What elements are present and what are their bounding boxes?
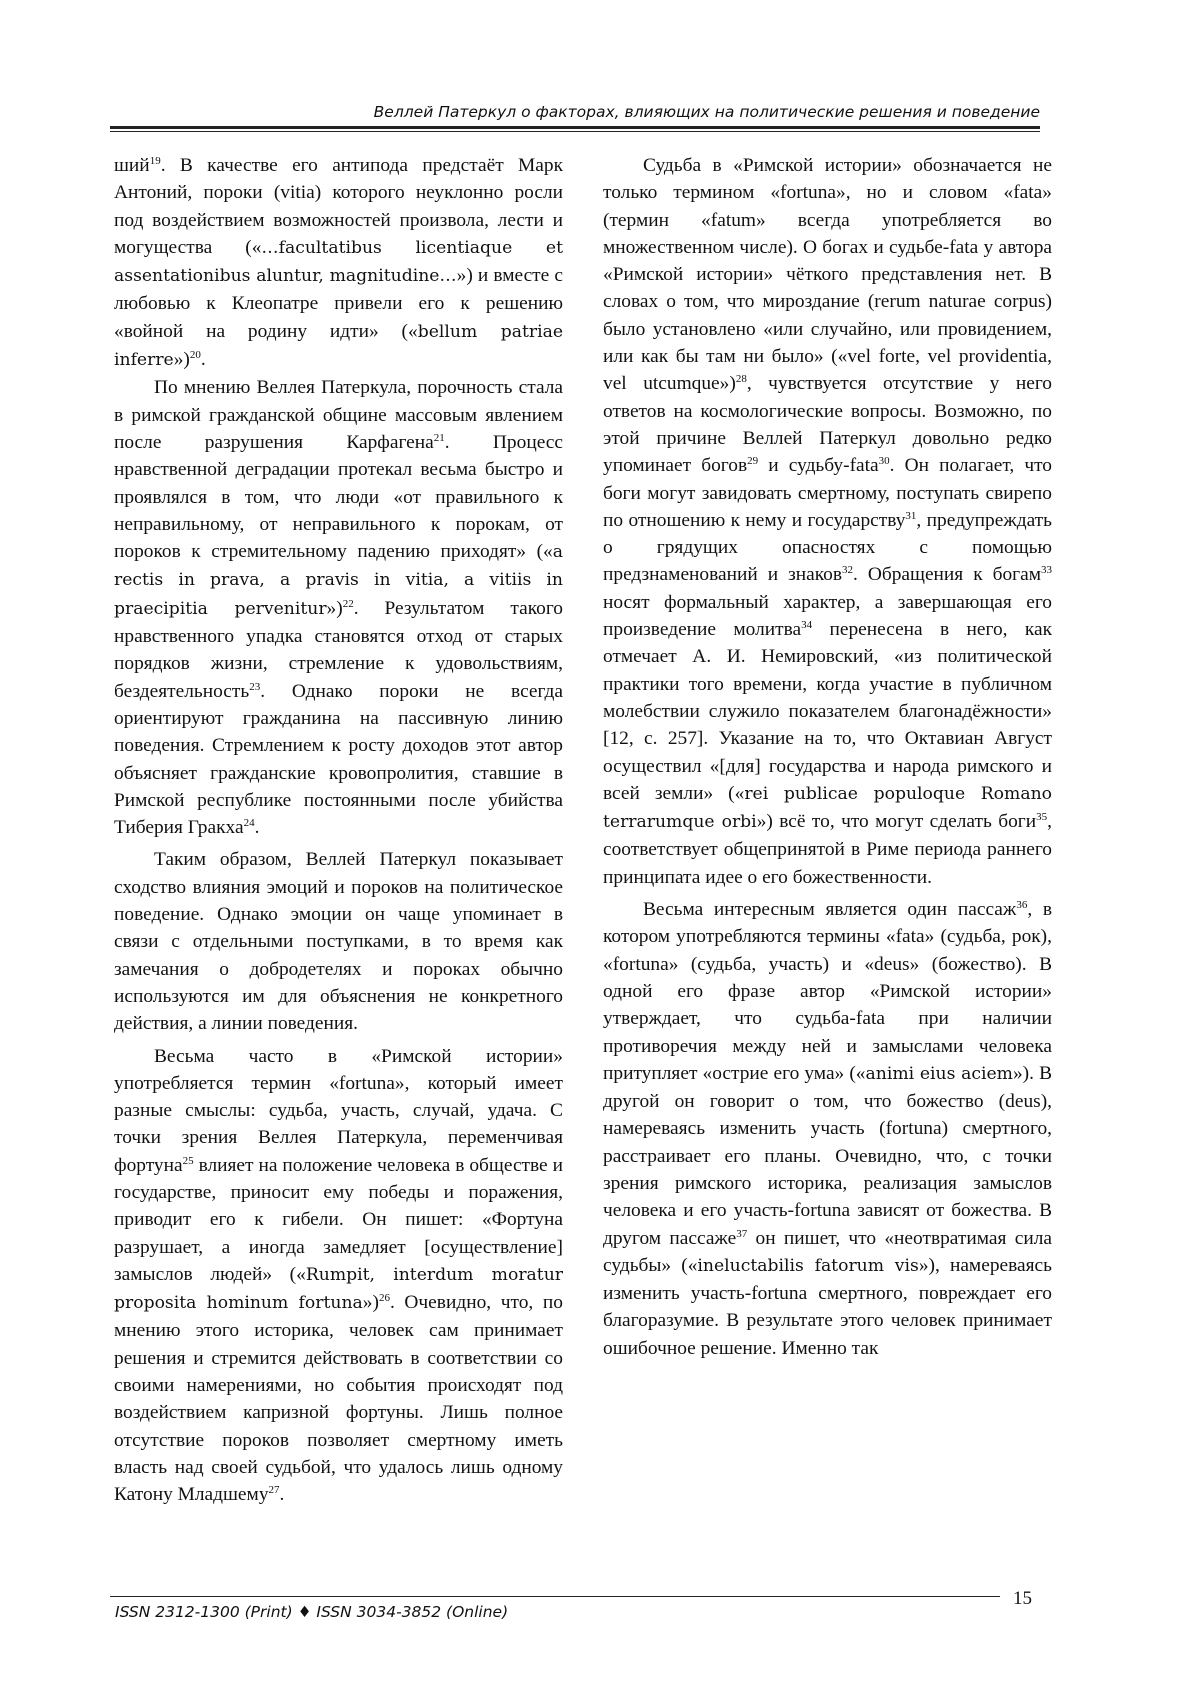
footnote-ref[interactable]: 33 [1040,564,1052,577]
footnote-ref[interactable]: 22 [342,597,354,610]
footnote-ref[interactable]: 28 [735,373,747,386]
footnote-ref[interactable]: 19 [149,155,161,167]
footnote-ref[interactable]: 37 [736,1227,748,1240]
paragraph-depravity: По мнению Веллея Патеркула, порочность стала в римской гражданской общине массовым явлением после разрушения Карфагена$^{21}$. Процесс нравственной деградации протекал весьма быстро и проявлялся в том, что люди «от правильного к неправильному, от неправильного к порокам, от пороков к стремительному падению приходят» («a rectis in prava, a pravis in vitia, a vitiis in praecipitia pervenitur»)$^{22}$. Результатом такого нравственного упадка становятся отход от старых порядков жизни, стремление к удовольствиям, бездеятельность$^{23}$. Однако пороки не всегда ориентируют гражданина на пассивную линию поведения. Стремлением к росту доходов этот автор объясняет гражданские кровопролития, ставшие в Римской республике постоянными после убийства Тиберия Гракха$^{24}$. [114,377,563,839]
footnote-ref[interactable]: 27 [268,1484,280,1497]
footnote-ref[interactable]: 34 [801,619,813,632]
page-number: 15 [1013,1588,1032,1609]
footnote-ref[interactable]: 21 [433,431,445,444]
paragraph-passage: Весьма интересным является один пассаж$^{36}$, в котором употребляются термины «fata» (судьба, рок), «fortuna» (судьба, участь) и «deus» (божество). В одной его фразе автор «Римской истории» утверждает, что судьба-fata при наличии противоречия между ней и замыслами человека притупляет «острие его ума» («animi eius aciem»). В другой он говорит о том, что божество (deus), намереваясь изменить участь (fortuna) смертного, расстраивает его планы. Очевидно, что, с точки зрения римского историка, реализация замыслов человека и его участь-fortuna зависят от божества. В другом пассаже$^{37}$ он пишет, что «неотвратимая сила судьбы» («ineluctabilis fatorum vis»), намереваясь изменить участь-fortuna смертного, повреждает его благоразумие. В результате этого человек принимает ошибочное решение. Именно так [603,899,1053,1359]
running-title: Веллей Патеркул о факторах, влияющих на политические решения и поведение [373,103,1040,121]
paragraph-conclusion: Таким образом, Веллей Патеркул показывает сходство влияния эмоций и пороков на политическое поведение. Однако эмоции он чаще упоминает в связи с отдельными поступками, в то время как замечания о добродетелях и пороках обычно используются им для объяснения не конкретного действия, а линии поведения. [114,849,563,1035]
paragraph-fata: Судьба в «Римской истории» обозначается не только термином «fortuna», но и словом «fata» (термин «fatum» всегда употребляется во множественном числе). О богах и судьбе-fata у автора «Римской истории» чёткого представления нет. В словах о том, что мироздание (rerum naturae corpus) было установлено «или случайно, или провидением, или как бы там ни было» («vel forte, vel providentia, vel utcumque»)$^{28}$, чувствуется отсутствие у него ответов на космологические вопросы. Возможно, по этой причине Веллей Патеркул довольно редко упоминает богов$^{29}$ и судьбу-fata$^{30}$. Он полагает, что боги могут завидовать смертному, поступать свирепо по отношению к нему и государству$^{31}$, предупреждать о грядущих опасностях с помощью предзнаменований и знаков$^{32}$. Обращения к богам$^{33}$ носят формальный характер, а завершающая его произведение молитва$^{34}$ перенесена в него, как отмечает А. И. Немировский, «из политической практики того времени, когда участие в публичном молебствии служило показателем благонадёжности» [12, с. 257]. Указание на то, что Октавиан Август осуществил «[для] государства и народа римского и всей земли» («rei publicae populoque Romano terrarumque orbi») всё то, что могут сделать боги$^{35}$, соответствует общепринятой в Риме периода раннего принципата идее о его божественности. [603,155,1053,888]
right-column [603,152,1052,1362]
footnote-ref[interactable]: 20 [189,349,201,362]
header-rule [110,126,1040,132]
footnote-ref[interactable]: 36 [1016,899,1028,912]
paragraph-fortuna: Весьма часто в «Римской истории» употребляется термин «fortuna», который имеет разные смыслы: судьба, участь, случай, удача. С точки зрения Веллея Патеркула, переменчивая фортуна$^{25}$ влияет на положение человека в обществе и государстве, приносит ему победы и поражения, приводит его к гибели. Он пишет: «Фортуна разрушает, а иногда замедляет [осуществление] замыслов людей» («Rumpit, interdum moratur proposita hominum fortuna»)$^{26}$. Очевидно, что, по мнению этого историка, человек сам принимает решения и стремится действовать в соответствии со своими намерениями, но события происходят под воздействием капризной фортуны. Лишь полное отсутствие пороков позволяет смертному иметь власть над своей судьбой, что удалось лишь одному Катону Младшему$^{27}$. [114,1045,563,1506]
footer-rule [110,1596,1000,1597]
footnote-ref[interactable]: 25 [182,1154,194,1167]
left-column [114,152,563,1509]
footnote-ref[interactable]: 32 [842,564,854,577]
footnote-ref[interactable]: 29 [747,455,759,468]
footnote-ref[interactable]: 30 [878,455,890,468]
issn-line: ISSN 2312-1300 (Print) ♦ ISSN 3034-3852 (Online) [115,1603,509,1621]
paragraph-vitia: ший$^{19}$. В качестве его антипода предстаёт Марк Антоний, пороки (vitia) которого неуклонно росли под воздействием возможностей произвола, лести и могущества («…facultatibus licentiaque et assentationibus aluntur, magnitudine…») и вместе с любовью к Клеопатре привели его к решению «войной на родину идти» («bellum patriae inferre»)$^{20}$. [114,155,563,371]
footnote-ref[interactable]: 23 [249,680,261,693]
footnote-ref[interactable]: 31 [905,509,917,522]
footnote-ref[interactable]: 24 [243,817,255,830]
footnote-ref[interactable]: 26 [378,1292,390,1305]
footnote-ref[interactable]: 35 [1036,811,1048,824]
